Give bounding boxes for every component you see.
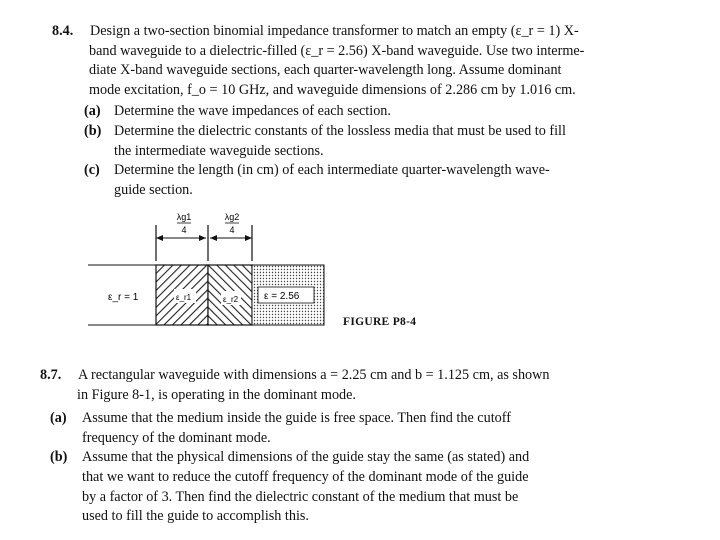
part-line: Assume that the physical dimensions of the guide stay the same (as stated) and <box>82 449 530 466</box>
stem-line: mode excitation, f_o = 10 GHz, and waveguide dimensions of 2.286 cm by 1.016 cm. <box>89 81 576 98</box>
part-line: Determine the wave impedances of each section. <box>114 103 391 120</box>
part-label: (b) <box>84 122 102 139</box>
region-2-label: ε_r1 <box>176 293 192 302</box>
stem-line: diate X-band waveguide sections, each quarter-wavelength long. Assume dominant <box>89 62 562 79</box>
dim-label-2-num: λg2 <box>224 212 240 222</box>
problem-8-7-parts <box>40 409 662 527</box>
problem-8-4 <box>52 22 662 200</box>
part-line: Determine the length (in cm) of each intermediate quarter-wavelength wave- <box>114 162 550 179</box>
part-label: (a) <box>84 103 101 120</box>
stem-line: in Figure 8-1, is operating in the dominant mode. <box>77 386 356 403</box>
part-label: (a) <box>50 410 67 427</box>
stem-line: Design a two-section binomial impedance transformer to match an empty (ε_r = 1) X- <box>90 23 579 39</box>
part-label: (b) <box>50 449 68 466</box>
part-b <box>50 448 662 526</box>
part-line: used to fill the guide to accomplish this. <box>82 508 309 525</box>
dim-label-1-den: 4 <box>181 225 187 235</box>
stem-line: A rectangular waveguide with dimensions a = 2.25 cm and b = 1.125 cm, as shown <box>78 367 550 383</box>
part-a <box>84 102 662 122</box>
region-3-label: ε_r2 <box>223 295 239 304</box>
part-line: Assume that the medium inside the guide is free space. Then find the cutoff <box>82 410 511 427</box>
part-line: Determine the dielectric constants of the lossless media that must be used to fill <box>114 122 566 139</box>
part-label: (c) <box>84 162 100 179</box>
part-line: that we want to reduce the cutoff frequency of the dominant mode of the guide <box>82 468 529 485</box>
figure-caption: FIGURE P8-4 <box>343 316 417 328</box>
problem-number: 8.7. <box>40 367 62 383</box>
stem-line: band waveguide to a dielectric-filled (ε_r = 2.56) X-band waveguide. Use two interme- <box>89 42 585 59</box>
part-a <box>50 409 662 448</box>
part-line: guide section. <box>114 181 193 198</box>
region-4-label: ε = 2.56 <box>264 291 300 302</box>
dim-label-2-den: 4 <box>229 225 235 235</box>
problem-8-4-stem <box>52 22 662 100</box>
problem-8-7 <box>40 366 662 527</box>
problem-number: 8.4. <box>52 23 74 39</box>
part-line: by a factor of 3. Then find the dielectric constant of the medium that must be <box>82 488 519 505</box>
part-line: frequency of the dominant mode. <box>82 429 271 446</box>
part-b <box>84 122 662 161</box>
region-1-label: ε_r = 1 <box>108 292 139 303</box>
part-line: the intermediate waveguide sections. <box>114 142 324 159</box>
problem-8-7-stem <box>40 366 662 405</box>
part-c <box>84 161 662 200</box>
dim-label-1-num: λg1 <box>176 212 192 222</box>
dimension-markers <box>156 225 252 261</box>
problem-8-4-parts <box>52 102 662 200</box>
